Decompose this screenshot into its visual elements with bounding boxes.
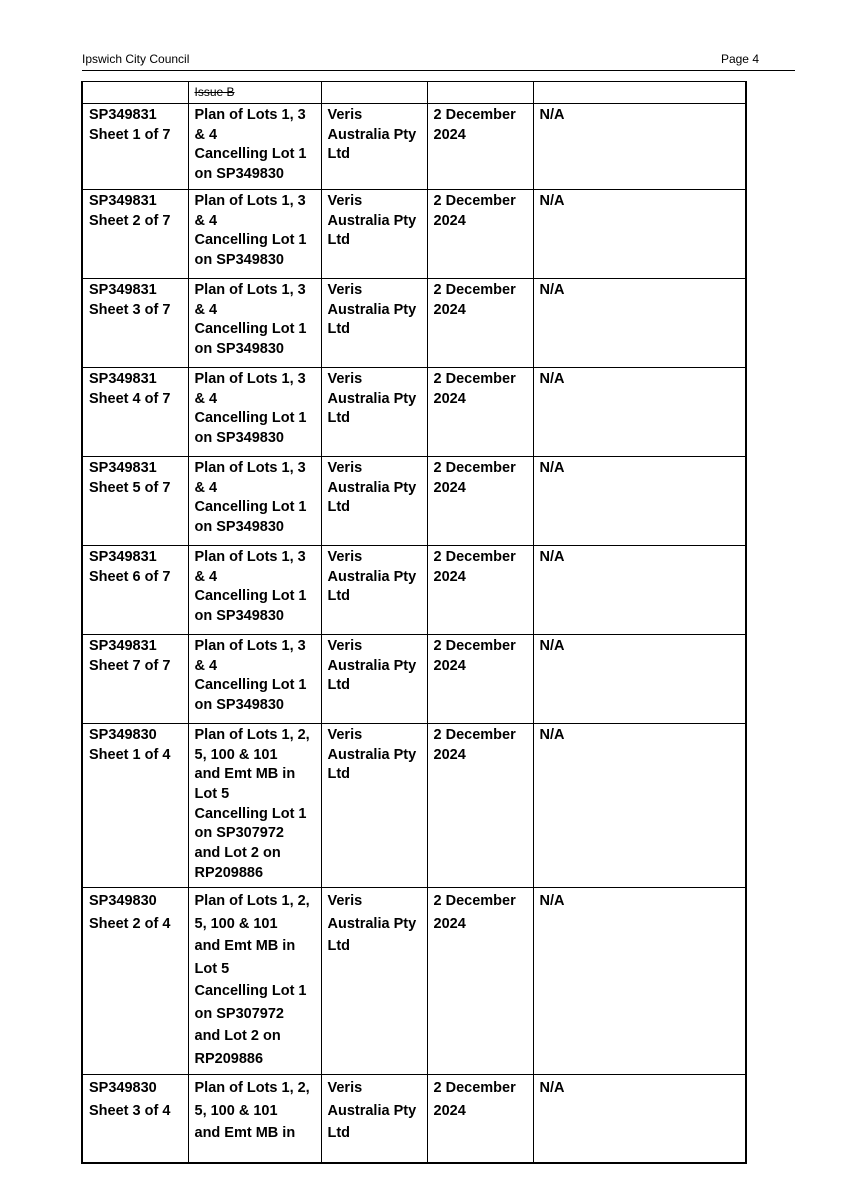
cell-line: Sheet 5 of 7 xyxy=(89,479,171,496)
cell-line: 2024 xyxy=(433,390,466,407)
cell-line: SP349831 xyxy=(89,192,157,209)
cell-line: SP349831 xyxy=(89,459,157,476)
table-row xyxy=(82,634,746,723)
cell-line: 2 December xyxy=(433,637,516,654)
cell-line: Sheet 4 of 7 xyxy=(89,390,171,407)
cell-line: Plan of Lots 1, 3 xyxy=(194,107,306,123)
plan-date-cell xyxy=(427,634,533,723)
cell-line: 2 December xyxy=(433,893,516,910)
plan-number-cell xyxy=(82,367,188,456)
cell-line: SP349831 xyxy=(89,637,157,654)
plan-description-cell xyxy=(188,367,321,456)
cell-line: SP349831 xyxy=(89,107,157,123)
cell-line: Cancelling Lot 1 xyxy=(194,321,307,338)
cell-line: SP349830 xyxy=(89,1080,157,1097)
cell-line: Veris xyxy=(327,107,363,123)
plan-date-cell xyxy=(427,104,533,190)
prepared-by-cell xyxy=(321,278,427,367)
plan-description-cell xyxy=(188,888,321,1075)
cell-empty xyxy=(533,82,746,104)
amendment-cell xyxy=(533,189,746,278)
cell-line: Lot 5 xyxy=(194,960,230,977)
page-number: Page 4 xyxy=(720,52,759,66)
prepared-by-cell xyxy=(321,545,427,634)
table-row xyxy=(82,278,746,367)
plan-description-cell xyxy=(188,278,321,367)
page-header xyxy=(82,52,795,69)
cell-line: Ltd xyxy=(327,499,351,516)
cell-line: & 4 xyxy=(194,390,218,407)
prepared-by-cell xyxy=(321,189,427,278)
cell-line: N/A xyxy=(539,459,565,476)
plan-number-cell xyxy=(82,189,188,278)
cell-line: on SP349830 xyxy=(194,429,284,446)
plan-date-cell xyxy=(427,367,533,456)
amendment-cell xyxy=(533,634,746,723)
table-row xyxy=(82,888,746,1075)
cell-line: & 4 xyxy=(194,126,218,143)
cell-line: N/A xyxy=(539,548,565,565)
cell-line: Australia Pty xyxy=(327,1102,417,1119)
amendment-cell xyxy=(533,1075,746,1163)
cell-line: Australia Pty xyxy=(327,212,417,229)
cell-line: Plan of Lots 1, 3 xyxy=(194,192,306,209)
cell-line: on SP307972 xyxy=(194,1005,284,1022)
cell-line: Cancelling Lot 1 xyxy=(194,146,307,163)
plan-date-cell xyxy=(427,723,533,888)
cell-line: & 4 xyxy=(194,212,218,229)
plan-date-cell xyxy=(427,456,533,545)
cell-line: Cancelling Lot 1 xyxy=(194,232,307,249)
prepared-by-cell xyxy=(321,634,427,723)
plan-number-cell xyxy=(82,723,188,888)
cell-line: N/A xyxy=(539,370,565,387)
cell-line: on SP349830 xyxy=(194,518,284,535)
cell-line: RP209886 xyxy=(194,864,264,881)
plan-date-cell xyxy=(427,278,533,367)
cell-line: Cancelling Lot 1 xyxy=(194,499,307,516)
cell-line: Ltd xyxy=(327,766,351,783)
cell-empty xyxy=(82,82,188,104)
cell-line: 2024 xyxy=(433,1102,466,1119)
cell-line: & 4 xyxy=(194,657,218,674)
cell-line: Plan of Lots 1, 2, xyxy=(194,893,310,910)
cell-line: Veris xyxy=(327,192,363,209)
cell-line: on SP349830 xyxy=(194,340,284,357)
cell-line: SP349831 xyxy=(89,370,157,387)
cell-line: and Emt MB in xyxy=(194,1125,296,1142)
cell-line: on SP307972 xyxy=(194,825,284,842)
plan-description-cell xyxy=(188,456,321,545)
cell-line: N/A xyxy=(539,192,565,209)
table-row xyxy=(82,104,746,190)
cell-line: Plan of Lots 1, 3 xyxy=(194,459,306,476)
prepared-by-cell xyxy=(321,888,427,1075)
plan-description-cell xyxy=(188,723,321,888)
cell-line: N/A xyxy=(539,281,565,298)
cell-line: Veris xyxy=(327,281,363,298)
cell-line: Australia Pty xyxy=(327,479,417,496)
cell-line: SP349831 xyxy=(89,281,157,298)
cell-line: 2 December xyxy=(433,726,516,743)
cell-line: Veris xyxy=(327,637,363,654)
cell-line: Cancelling Lot 1 xyxy=(194,805,307,822)
amendment-cell xyxy=(533,723,746,888)
plans-table-body xyxy=(82,82,746,1163)
cell-line: Veris xyxy=(327,726,363,743)
prepared-by-cell xyxy=(321,456,427,545)
plan-number-cell xyxy=(82,278,188,367)
plan-description-cell xyxy=(188,104,321,190)
table-row xyxy=(82,456,746,545)
cell-line: Sheet 1 of 4 xyxy=(89,746,171,763)
cell-line: and Emt MB in xyxy=(194,938,296,955)
cell-line: Australia Pty xyxy=(327,915,417,932)
cell-line: Ltd xyxy=(327,146,351,163)
struck-issue-text: Issue B xyxy=(188,82,321,104)
amendment-cell xyxy=(533,104,746,190)
cell-line: 2024 xyxy=(433,915,466,932)
cell-line: and Lot 2 on xyxy=(194,1028,281,1045)
plan-date-cell xyxy=(427,1075,533,1163)
cell-line: Ltd xyxy=(327,232,351,249)
plan-number-cell xyxy=(82,456,188,545)
table-row xyxy=(82,723,746,888)
cell-line: Cancelling Lot 1 xyxy=(194,588,307,605)
cell-line: on SP349830 xyxy=(194,607,284,624)
plan-number-cell xyxy=(82,1075,188,1163)
cell-line: Cancelling Lot 1 xyxy=(194,677,307,694)
plan-description-cell xyxy=(188,545,321,634)
cell-line: Australia Pty xyxy=(327,746,417,763)
cell-line: Ltd xyxy=(327,677,351,694)
cell-line: and Lot 2 on xyxy=(194,845,281,862)
amendment-cell xyxy=(533,545,746,634)
prepared-by-cell xyxy=(321,723,427,888)
cell-line: SP349830 xyxy=(89,726,157,743)
cell-line: 2024 xyxy=(433,126,466,143)
plans-table xyxy=(81,81,747,1164)
cell-line: Sheet 6 of 7 xyxy=(89,568,171,585)
cell-line: 5, 100 & 101 xyxy=(194,1102,278,1119)
cell-line: N/A xyxy=(539,637,565,654)
cell-line: Australia Pty xyxy=(327,390,417,407)
cell-line: Plan of Lots 1, 2, xyxy=(194,726,310,743)
plan-number-cell xyxy=(82,888,188,1075)
cell-line: Sheet 7 of 7 xyxy=(89,657,171,674)
cell-line: 2 December xyxy=(433,1080,516,1097)
cell-line: & 4 xyxy=(194,301,218,318)
cell-line: Cancelling Lot 1 xyxy=(194,410,307,427)
cell-line: 2 December xyxy=(433,107,516,123)
cell-line: Ltd xyxy=(327,588,351,605)
continuation-row xyxy=(82,82,746,104)
cell-line: Veris xyxy=(327,893,363,910)
cell-line: Veris xyxy=(327,548,363,565)
cell-line: 2024 xyxy=(433,479,466,496)
cell-line: Australia Pty xyxy=(327,126,417,143)
cell-line: Sheet 3 of 7 xyxy=(89,301,171,318)
cell-line: & 4 xyxy=(194,568,218,585)
cell-line: 2 December xyxy=(433,548,516,565)
cell-line: Lot 5 xyxy=(194,785,230,802)
plan-description-cell xyxy=(188,634,321,723)
prepared-by-cell xyxy=(321,367,427,456)
cell-line: 2024 xyxy=(433,746,466,763)
table-row xyxy=(82,367,746,456)
cell-line: N/A xyxy=(539,893,565,910)
cell-line: Veris xyxy=(327,459,363,476)
plan-number-cell xyxy=(82,545,188,634)
cell-line: SP349831 xyxy=(89,548,157,565)
cell-line: Ltd xyxy=(327,410,351,427)
cell-line: and Emt MB in xyxy=(194,766,296,783)
cell-line: & 4 xyxy=(194,479,218,496)
cell-line: 2 December xyxy=(433,459,516,476)
plan-number-cell xyxy=(82,634,188,723)
cell-line: on SP349830 xyxy=(194,166,284,183)
cell-line: Sheet 2 of 7 xyxy=(89,212,171,229)
amendment-cell xyxy=(533,278,746,367)
cell-line: Sheet 1 of 7 xyxy=(89,126,171,143)
plan-description-cell xyxy=(188,1075,321,1163)
plan-date-cell xyxy=(427,545,533,634)
cell-line: Cancelling Lot 1 xyxy=(194,983,307,1000)
prepared-by-cell xyxy=(321,1075,427,1163)
cell-line: N/A xyxy=(539,726,565,743)
header-divider xyxy=(82,70,795,71)
cell-line: Sheet 2 of 4 xyxy=(89,915,171,932)
cell-line: Plan of Lots 1, 3 xyxy=(194,637,306,654)
cell-line: Australia Pty xyxy=(327,301,417,318)
plan-description-cell xyxy=(188,189,321,278)
plan-number-cell xyxy=(82,104,188,190)
cell-line: on SP349830 xyxy=(194,696,284,713)
plan-date-cell xyxy=(427,189,533,278)
cell-line: N/A xyxy=(539,1080,565,1097)
cell-line: Veris xyxy=(327,370,363,387)
table-row xyxy=(82,545,746,634)
cell-line: Ltd xyxy=(327,938,351,955)
cell-line: Ltd xyxy=(327,1125,351,1142)
cell-line: RP209886 xyxy=(194,1050,264,1067)
amendment-cell xyxy=(533,888,746,1075)
cell-line: 2024 xyxy=(433,657,466,674)
plan-date-cell xyxy=(427,888,533,1075)
cell-line: on SP349830 xyxy=(194,251,284,268)
cell-line: Plan of Lots 1, 3 xyxy=(194,548,306,565)
cell-empty xyxy=(427,82,533,104)
cell-line: Plan of Lots 1, 3 xyxy=(194,281,306,298)
cell-line: Australia Pty xyxy=(327,568,417,585)
prepared-by-cell xyxy=(321,104,427,190)
cell-line: N/A xyxy=(539,107,565,123)
cell-line: 2024 xyxy=(433,301,466,318)
amendment-cell xyxy=(533,456,746,545)
amendment-cell xyxy=(533,367,746,456)
council-name: Ipswich City Council xyxy=(82,52,190,66)
cell-line: Plan of Lots 1, 3 xyxy=(194,370,306,387)
cell-line: 2024 xyxy=(433,212,466,229)
cell-empty xyxy=(321,82,427,104)
cell-line: 2 December xyxy=(433,370,516,387)
cell-line: SP349830 xyxy=(89,893,157,910)
cell-line: 2024 xyxy=(433,568,466,585)
cell-line: Sheet 3 of 4 xyxy=(89,1102,171,1119)
cell-line: Ltd xyxy=(327,321,351,338)
table-row xyxy=(82,1075,746,1163)
cell-line: Veris xyxy=(327,1080,363,1097)
cell-line: 2 December xyxy=(433,192,516,209)
cell-line: Plan of Lots 1, 2, xyxy=(194,1080,310,1097)
table-row xyxy=(82,189,746,278)
cell-line: 5, 100 & 101 xyxy=(194,746,278,763)
cell-line: Australia Pty xyxy=(327,657,417,674)
cell-line: 2 December xyxy=(433,281,516,298)
cell-line: 5, 100 & 101 xyxy=(194,915,278,932)
